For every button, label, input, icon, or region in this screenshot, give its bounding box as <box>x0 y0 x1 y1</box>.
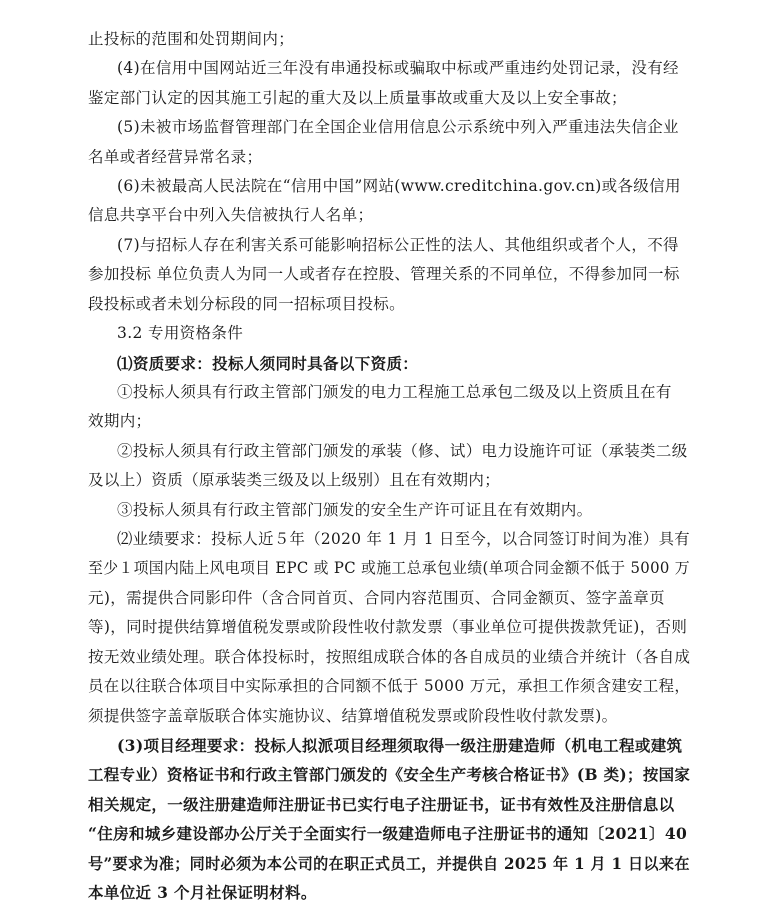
text-line: ①投标人须具有行政主管部门颁发的电力工程施工总承包二级及以上资质且在有 <box>117 383 672 401</box>
text-line: (4)在信用中国网站近三年没有串通投标或骗取中标或严重违约处罚记录，没有经 <box>117 59 679 77</box>
section-heading: 3.2 专用资格条件 <box>117 324 244 342</box>
text-line: 名单或者经营异常名录； <box>88 148 263 166</box>
text-line: 信息共享平台中列入失信被执行人名单； <box>88 206 374 224</box>
text-line: 及以上）资质（原承装类三级及以上级别）且在有效期内； <box>88 471 501 489</box>
text-line: ⑴资质要求：投标人须同时具备以下资质： <box>117 354 419 373</box>
text-line: 须提供签字盖章版联合体实施协议、结算增值税发票或阶段性收付款发票)。 <box>88 707 618 725</box>
text-line: (5)未被市场监督管理部门在全国企业信用信息公示系统中列入严重违法失信企业 <box>117 118 679 136</box>
text-line: 按无效业绩处理。联合体投标时，按照组成联合体的各自成员的业绩合并统计（各自成 <box>88 648 691 666</box>
text-line: 本单位近 3 个月社保证明材料。 <box>88 883 317 902</box>
text-line: (3)项目经理要求：投标人拟派项目经理须取得一级注册建造师（机电工程或建筑 <box>117 736 683 755</box>
text-line: 元)，需提供合同影印件（含合同首页、合同内容范围页、合同金额页、签字盖章页 <box>88 589 665 607</box>
text-line: 参加投标 单位负责人为同一人或者存在控股、管理关系的不同单位，不得参加同一标 <box>88 265 680 283</box>
text-line: 鉴定部门认定的因其施工引起的重大及以上质量事故或重大及以上安全事故； <box>88 89 627 107</box>
text-line: 号”要求为准；同时必须为本公司的在职正式员工，并提供自 2025 年 1 月 1 日以来在 <box>88 854 690 873</box>
text-line: 止投标的范围和处罚期间内； <box>88 30 295 48</box>
text-line: (6)未被最高人民法院在“信用中国”网站(www.creditchina.gov.cn)或各级信用 <box>117 177 681 195</box>
text-line: ②投标人须具有行政主管部门颁发的承装（修、试）电力设施许可证（承装类二级 <box>117 442 688 460</box>
text-line: 等)，同时提供结算增值税发票或阶段性收付款发票（事业单位可提供拨款凭证)，否则 <box>88 618 688 636</box>
text-line: 员在以往联合体项目中实际承担的合同额不低于 5000 万元，承担工作须含建安工程， <box>88 677 691 695</box>
text-line: 相关规定，一级注册建造师注册证书已实行电子注册证书，证书有效性及注册信息以 <box>88 795 675 814</box>
text-line: (7)与招标人存在利害关系可能影响招标公正性的法人、其他组织或者个人，不得 <box>117 236 679 254</box>
text-line: “住房和城乡建设部办公厅关于全面实行一级建造师电子注册证书的通知〔2021〕40 <box>88 824 688 843</box>
text-line: 效期内； <box>88 412 152 430</box>
text-line: ⑵业绩要求：投标人近５年（2020 年 1 月 1 日至今，以合同签订时间为准）具有 <box>117 530 690 548</box>
text-line: 段投标或者未划分标段的同一招标项目投标。 <box>88 295 406 313</box>
text-line: ③投标人须具有行政主管部门颁发的安全生产许可证且在有效期内。 <box>117 501 593 519</box>
text-line: 至少１项国内陆上风电项目 EPC 或 PC 或施工总承包业绩(单项合同金额不低于 5000 万 <box>88 559 690 577</box>
text-line: 工程专业）资格证书和行政主管部门颁发的《安全生产考核合格证书》(B 类)；按国家 <box>88 765 691 784</box>
